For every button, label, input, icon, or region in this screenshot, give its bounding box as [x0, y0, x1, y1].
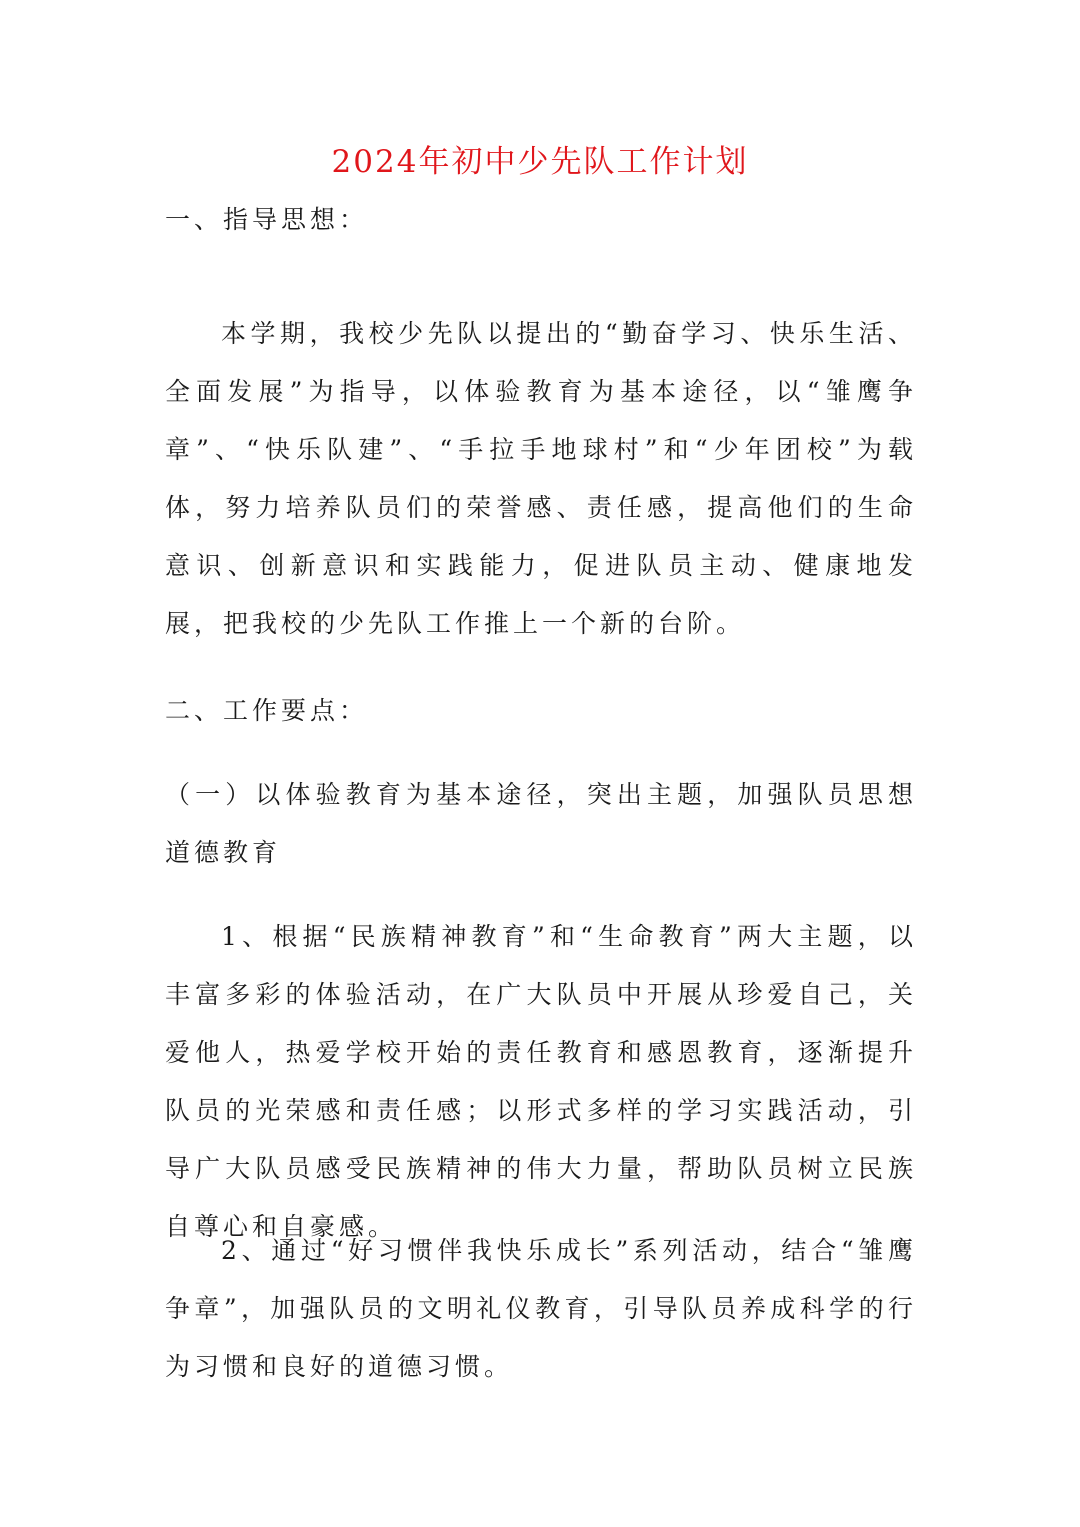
paragraph-item-1: 1、根据“民族精神教育”和“生命教育”两大主题，以丰富多彩的体验活动，在广大队员中开展从珍爱自己，关爱他人，热爱学校开始的责任教育和感恩教育，逐渐提升队员的光荣感和责任感；以形式多样的学习实践活动，引导广大队员感受民族精神的伟大力量，帮助队员树立民族自尊心和自豪感。: [165, 922, 917, 1241]
section-heading-work-points: 二、工作要点：: [165, 696, 369, 725]
paragraph-item-2: 2、通过“好习惯伴我快乐成长”系列活动，结合“雏鹰争章”，加强队员的文明礼仪教育，引导队员养成科学的行为习惯和良好的道德习惯。: [165, 1236, 917, 1381]
document-title: 2024年初中少先队工作计划: [331, 144, 749, 180]
subheading-experience-education: （一）以体验教育为基本途径，突出主题，加强队员思想道德教育: [165, 780, 917, 867]
section-heading-guiding-ideology: 一、指导思想：: [165, 205, 369, 234]
paragraph-guiding-ideology: 本学期，我校少先队以提出的“勤奋学习、快乐生活、全面发展”为指导，以体验教育为基本途径，以“雏鹰争章”、“快乐队建”、“手拉手地球村”和“少年团校”为载体，努力培养队员们的荣誉感、责任感，提高他们的生命意识、创新意识和实践能力，促进队员主动、健康地发展，把我校的少先队工作推上一个新的台阶。: [165, 319, 917, 638]
